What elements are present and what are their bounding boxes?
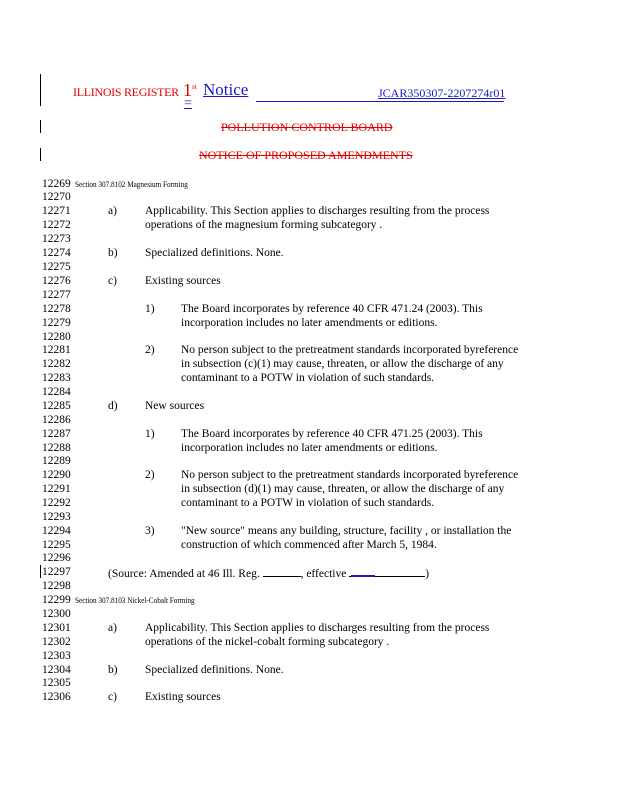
paragraph-line: in subsection (d)(1) may cause, threaten, or allow the discharge of any — [181, 483, 505, 495]
effective-blank — [349, 566, 425, 577]
page-number-value: 1 — [183, 80, 192, 100]
line-number: 12305 — [42, 677, 71, 689]
item-label: c) — [108, 691, 117, 703]
line-number: 12292 — [42, 497, 71, 509]
item-label: a) — [108, 205, 117, 217]
line-number: 12277 — [42, 289, 71, 301]
subitem-label: 2) — [145, 469, 155, 481]
line-number: 12284 — [42, 386, 71, 398]
line-number: 12279 — [42, 317, 71, 329]
line-number: 12276 — [42, 275, 71, 287]
paragraph-line: operations of the nickel-cobalt forming subcategory . — [145, 636, 390, 648]
line-number: 12273 — [42, 233, 71, 245]
line-number: 12271 — [42, 205, 71, 217]
header-rule — [256, 101, 504, 102]
line-number: 12299 — [42, 594, 71, 606]
line-number: 12300 — [42, 608, 71, 620]
item-label: b) — [108, 664, 118, 676]
line-number: 12283 — [42, 372, 71, 384]
eq-mark: = — [184, 96, 192, 111]
line-number: 12290 — [42, 469, 71, 481]
line-number: 12280 — [42, 331, 71, 343]
line-number: 12272 — [42, 219, 71, 231]
line-number: 12281 — [42, 344, 71, 356]
line-number: 12298 — [42, 580, 71, 592]
change-bar — [40, 74, 41, 106]
change-bar — [40, 565, 41, 578]
line-number: 12306 — [42, 691, 71, 703]
subitem-label: 2) — [145, 344, 155, 356]
change-bar — [40, 120, 41, 133]
notice-title: NOTICE OF PROPOSED AMENDMENTS — [199, 148, 413, 162]
line-number: 12282 — [42, 358, 71, 370]
register-title: ILLINOIS REGISTER — [73, 85, 179, 99]
source-close: ) — [425, 568, 430, 580]
paragraph-line: No person subject to the pretreatment standards incorporated byreference — [181, 344, 519, 356]
item-label: a) — [108, 622, 117, 634]
line-number: 12297 — [42, 566, 71, 578]
paragraph-line: operations of the magnesium forming subcategory . — [145, 219, 383, 231]
line-number: 12304 — [42, 664, 71, 676]
subitem-label: 1) — [145, 428, 155, 440]
line-number: 12302 — [42, 636, 71, 648]
paragraph-line: Applicability. This Section applies to discharges resulting from the process — [145, 622, 490, 634]
line-number: 12278 — [42, 303, 71, 315]
line-number: 12301 — [42, 622, 71, 634]
paragraph-line: incorporation includes no later amendments or editions. — [181, 317, 438, 329]
section-title: Section 307.8103 Nickel-Cobalt Forming — [75, 596, 195, 605]
line-number: 12269 — [42, 178, 71, 190]
line-number: 12288 — [42, 442, 71, 454]
section-title: Section 307.8102 Magnesium Forming — [75, 180, 188, 189]
paragraph-line: contaminant to a POTW in violation of such standards. — [181, 497, 435, 509]
change-bar — [40, 148, 41, 161]
paragraph-line: contaminant to a POTW in violation of such standards. — [181, 372, 435, 384]
paragraph-line: Existing sources — [145, 275, 221, 287]
effective-blank-mark — [351, 575, 375, 577]
item-label: c) — [108, 275, 117, 287]
paragraph-line: The Board incorporates by reference 40 CFR 471.25 (2003). This — [181, 428, 483, 440]
paragraph-line: construction of which commenced after March 5, 1984. — [181, 539, 437, 551]
paragraph-line: incorporation includes no later amendments or editions. — [181, 442, 438, 454]
paragraph-line: in subsection (c)(1) may cause, threaten, or allow the discharge of any — [181, 358, 504, 370]
reg-blank — [263, 566, 301, 577]
jcar-id: JCAR350307-2207274r01 — [378, 86, 506, 100]
notice-text: Notice — [203, 80, 249, 99]
notice-label — [203, 80, 248, 100]
line-number: 12303 — [42, 650, 71, 662]
paragraph-line: Existing sources — [145, 691, 221, 703]
line-number: 12289 — [42, 455, 71, 467]
paragraph-line: Applicability. This Section applies to discharges resulting from the process — [145, 205, 490, 217]
source-effective: , effective — [300, 568, 347, 580]
paragraph-line: The Board incorporates by reference 40 CFR 471.24 (2003). This — [181, 303, 483, 315]
line-number: 12291 — [42, 483, 71, 495]
line-number: 12285 — [42, 400, 71, 412]
item-label: d) — [108, 400, 118, 412]
paragraph-line: "New source" means any building, structure, facility , or installation the — [181, 525, 512, 537]
line-number: 12293 — [42, 511, 71, 523]
line-number: 12286 — [42, 414, 71, 426]
page-number-suffix: st — [192, 83, 197, 91]
line-number: 12275 — [42, 261, 71, 273]
line-number: 12287 — [42, 428, 71, 440]
board-title: POLLUTION CONTROL BOARD — [221, 120, 393, 134]
line-number: 12295 — [42, 539, 71, 551]
subitem-label: 3) — [145, 525, 155, 537]
subitem-label: 1) — [145, 303, 155, 315]
line-number: 12294 — [42, 525, 71, 537]
line-number: 12296 — [42, 552, 71, 564]
source-note — [108, 566, 429, 581]
item-label: b) — [108, 247, 118, 259]
paragraph-line: Specialized definitions. None. — [145, 247, 284, 259]
source-prefix: (Source: Amended at 46 Ill. Reg. — [108, 568, 260, 580]
line-number: 12274 — [42, 247, 71, 259]
paragraph-line: No person subject to the pretreatment standards incorporated byreference — [181, 469, 519, 481]
line-number: 12270 — [42, 191, 71, 203]
paragraph-line: New sources — [145, 400, 205, 412]
paragraph-line: Specialized definitions. None. — [145, 664, 284, 676]
